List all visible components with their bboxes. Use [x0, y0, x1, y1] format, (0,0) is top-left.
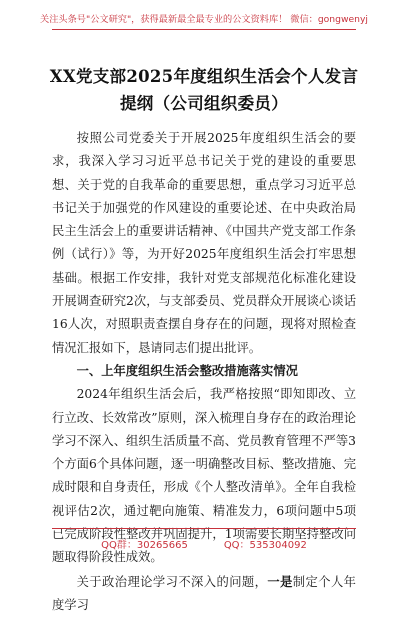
last-paragraph-lead: 关于政治理论学习不深入的问题， [76, 574, 268, 589]
header-banner [0, 0, 408, 40]
header-divider [52, 29, 356, 30]
footer-banner [0, 528, 408, 558]
document-title-line1: XX党支部2025年度组织生活会个人发言 [49, 67, 359, 86]
footer-qq: QQ：535304092 [223, 540, 307, 551]
footer-qq-group: QQ群：30265665 [101, 540, 188, 551]
last-paragraph [52, 570, 356, 617]
intro-paragraph: 按照公司党委关于开展2025年度组织生活会的要求，我深入学习习近平总书记关于党的建设的重要思想、关于党的自我革命的重要思想，重点学习习近平总书记关于加强党的作风建设的重要论述、在中央政治局民主生活会上的重要讲话精神、《中国共产党支部工作条例（试行）》等，为开好2025年度组织生活会打牢思想基础。根据工作安排，我针对党支部规范化标准化建设开展调查研究2次，与支部委员、党员群众开展谈心谈话16人次，对照职责查摆自身存在的问题，现将对照检查情况汇报如下，恳请同志们提出批评。 [52, 131, 356, 355]
footer-contact [0, 536, 408, 551]
last-paragraph-emphasis: 一是 [267, 573, 293, 589]
section1-paragraph: 2024年组织生活会后，我严格按照“即知即改、立行立改、长效常改”原则，深入梳理自身存在的政治理论学习不深入、组织生活质量不高、党员教育管理不严等3个方面6个具体问题，逐一明确整改目标、整改措施、完成时限和自身责任，形成《个人整改清单》。全年自我检视评估2次，通过靶向施策、精准发力，6项问题中5项已完成阶段性整改并巩固提升，1项需要长期坚持整改问题取得阶段性成效。 [52, 387, 356, 565]
section1-heading: 一、上年度组织生活会整改措施落实情况 [76, 363, 298, 378]
last-paragraph-tail: 制定个人年度学习 [52, 574, 356, 612]
footer-divider [52, 528, 356, 529]
document-title-line2: 提纲（公司组织委员） [120, 94, 288, 113]
header-banner-text: 关注头条号"公文研究"，获得最新最全最专业的公文资料库！ 微信：gongwenyj [40, 14, 368, 25]
